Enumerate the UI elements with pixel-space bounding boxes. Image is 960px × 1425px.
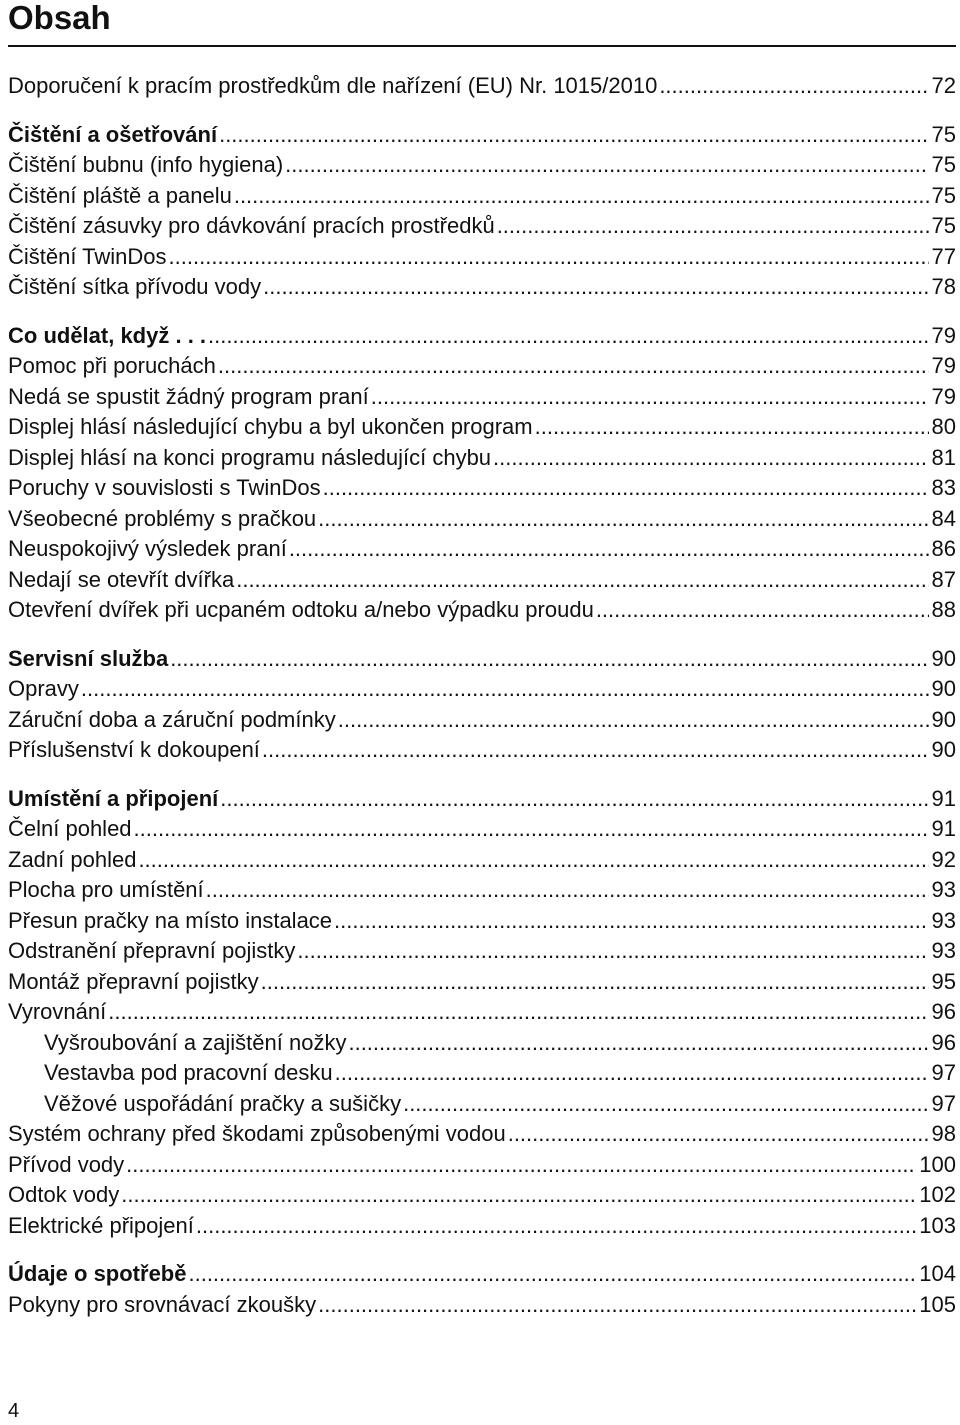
toc-entry-page: 103: [919, 1212, 956, 1238]
toc-entry-page: 96: [931, 999, 956, 1024]
toc-entry-title: Přesun pračky na místo instalace: [8, 907, 333, 933]
toc-entry-title: Co udělat, když . . .: [8, 322, 207, 348]
toc-entry[interactable]: [8, 71, 956, 102]
dot-leader: [371, 382, 929, 413]
toc-entry-page: 79: [931, 322, 956, 348]
toc-entry[interactable]: [8, 1150, 956, 1181]
dot-leader: [261, 967, 929, 998]
toc-entry-page: 79: [931, 383, 956, 409]
toc-entry-page: 90: [931, 645, 956, 671]
toc-entry-page: 93: [931, 877, 956, 902]
dot-leader: [196, 1211, 916, 1242]
dot-leader: [188, 1259, 916, 1290]
toc-entry-page: 92: [931, 846, 956, 872]
toc-entry-page: 75: [931, 152, 956, 177]
toc-entry-page: 97: [931, 1090, 956, 1116]
dot-leader: [318, 504, 928, 535]
toc-entry[interactable]: [8, 473, 956, 504]
toc-entry-title: Pokyny pro srovnávací zkoušky: [8, 1291, 317, 1317]
toc-group: [8, 321, 956, 626]
toc-entry[interactable]: [8, 997, 956, 1028]
dot-leader: [262, 735, 929, 766]
toc-entry-page: 78: [931, 274, 956, 299]
toc-entry-title: Věžové uspořádání pračky a sušičky: [44, 1090, 402, 1116]
toc-entry-page: 88: [931, 597, 956, 622]
toc-entry-title: Odtok vody: [8, 1182, 120, 1207]
page-title: Obsah: [8, 0, 111, 36]
toc-entry-title: Čištění a ošetřování: [8, 121, 218, 147]
toc-entry-page: 83: [931, 475, 956, 500]
dot-leader: [170, 644, 928, 675]
dot-leader: [335, 1058, 929, 1089]
toc-group: [8, 120, 956, 303]
toc-entry-page: 87: [931, 566, 956, 592]
toc-entry-page: 98: [931, 1121, 956, 1146]
toc-entry-title: Poruchy v souvislosti s TwinDos: [8, 475, 321, 500]
toc-entry-page: 91: [931, 816, 956, 841]
toc-entry[interactable]: [8, 242, 956, 273]
toc-entry-title: Nedají se otevřít dvířka: [8, 566, 235, 592]
toc-section-heading[interactable]: [8, 321, 956, 352]
toc-entry[interactable]: [8, 150, 956, 181]
toc-entry[interactable]: [8, 674, 956, 705]
toc-entry-page: 104: [919, 1261, 956, 1286]
title-rule: [8, 45, 956, 47]
dot-leader: [263, 272, 928, 303]
toc-entry[interactable]: [8, 814, 956, 845]
toc-entry-title: Vyrovnání: [8, 999, 107, 1024]
toc-entry-page: 79: [931, 353, 956, 378]
toc-entry-title: Vestavba pod pracovní desku: [44, 1060, 333, 1085]
dot-leader: [126, 1150, 916, 1181]
toc-entry[interactable]: [8, 1119, 956, 1150]
toc-entry[interactable]: [8, 443, 956, 474]
toc-entry-title: Elektrické připojení: [8, 1212, 194, 1238]
dot-leader: [596, 595, 929, 626]
toc-entry-page: 77: [931, 243, 956, 269]
dot-leader: [348, 1028, 928, 1059]
toc-group: [8, 784, 956, 1242]
dot-leader: [338, 705, 929, 736]
toc-entry-page: 95: [931, 968, 956, 994]
dot-leader: [659, 71, 928, 102]
dot-leader: [121, 1180, 916, 1211]
dot-leader: [535, 412, 929, 443]
toc-group: [8, 644, 956, 766]
toc-entry-page: 72: [931, 73, 956, 98]
toc-entry-title: Odstranění přepravní pojistky: [8, 938, 296, 963]
toc-entry-title: Záruční doba a záruční podmínky: [8, 706, 336, 732]
toc-entry-title: Servisní služba: [8, 645, 169, 671]
dot-leader: [134, 814, 929, 845]
toc-entry-page: 93: [931, 907, 956, 933]
toc-entry-title: Čištění zásuvky pro dávkování pracích prostředků: [8, 213, 495, 238]
toc-entry-page: 90: [931, 737, 956, 762]
dot-leader: [108, 997, 928, 1028]
toc-entry-page: 93: [931, 938, 956, 963]
page-number: 4: [8, 1400, 20, 1422]
dot-leader: [138, 845, 928, 876]
toc-entry[interactable]: [8, 565, 956, 596]
dot-leader: [219, 120, 928, 151]
dot-leader: [220, 784, 928, 815]
toc-entry-title: Montáž přepravní pojistky: [8, 968, 259, 994]
toc-entry[interactable]: [8, 1211, 956, 1242]
toc-entry[interactable]: [8, 504, 956, 535]
dot-leader: [334, 906, 928, 937]
toc-entry-title: Čištění TwinDos: [8, 243, 167, 269]
toc-entry[interactable]: [8, 351, 956, 382]
toc-entry[interactable]: [8, 1180, 956, 1211]
dot-leader: [493, 443, 928, 474]
toc-entry-title: Čištění sítka přívodu vody: [8, 274, 262, 299]
toc-entry-title: Opravy: [8, 676, 79, 701]
toc-entry-page: 81: [931, 444, 956, 470]
toc-entry-page: 75: [931, 121, 956, 147]
dot-leader: [218, 351, 929, 382]
toc-entry[interactable]: [8, 936, 956, 967]
toc-entry-page: 102: [919, 1182, 956, 1207]
toc-entry-title: Čištění pláště a panelu: [8, 182, 232, 208]
toc-entry-title: Pomoc při poruchách: [8, 353, 216, 378]
dot-leader: [297, 936, 928, 967]
toc-entry[interactable]: [8, 181, 956, 212]
dot-leader: [81, 674, 929, 705]
toc-entry[interactable]: [8, 534, 956, 565]
toc-entry-page: 90: [931, 706, 956, 732]
dot-leader: [285, 150, 928, 181]
toc-entry[interactable]: [8, 272, 956, 303]
toc-entry-title: Všeobecné problémy s pračkou: [8, 505, 317, 531]
toc-section-heading[interactable]: [8, 644, 956, 675]
table-of-contents: [8, 71, 956, 1338]
toc-entry-title: Otevření dvířek při ucpaném odtoku a/nebo výpadku proudu: [8, 597, 594, 622]
toc-entry-title: Systém ochrany před škodami způsobenými vodou: [8, 1121, 506, 1146]
toc-entry[interactable]: [8, 595, 956, 626]
toc-entry[interactable]: [8, 382, 956, 413]
toc-entry[interactable]: [8, 845, 956, 876]
toc-entry[interactable]: [8, 211, 956, 242]
toc-subentry[interactable]: [8, 1028, 956, 1059]
toc-entry-title: Čelní pohled: [8, 816, 132, 841]
toc-entry[interactable]: [8, 412, 956, 443]
toc-entry-page: 91: [931, 785, 956, 811]
toc-entry-title: Přívod vody: [8, 1151, 125, 1177]
toc-section-heading[interactable]: [8, 784, 956, 815]
toc-group: [8, 71, 956, 102]
toc-entry-page: 75: [931, 213, 956, 238]
toc-entry[interactable]: [8, 1290, 956, 1321]
dot-leader: [289, 534, 929, 565]
toc-entry-page: 100: [919, 1151, 956, 1177]
toc-entry-page: 90: [931, 676, 956, 701]
toc-subentry[interactable]: [8, 1058, 956, 1089]
toc-entry[interactable]: [8, 875, 956, 906]
toc-section-heading[interactable]: [8, 120, 956, 151]
dot-leader: [318, 1290, 916, 1321]
dot-leader: [508, 1119, 929, 1150]
dot-leader: [236, 565, 928, 596]
toc-entry-page: 75: [931, 182, 956, 208]
toc-entry[interactable]: [8, 906, 956, 937]
toc-entry-title: Čištění bubnu (info hygiena): [8, 152, 284, 177]
toc-entry-title: Vyšroubování a zajištění nožky: [44, 1029, 347, 1055]
toc-entry-title: Údaje o spotřebě: [8, 1261, 187, 1286]
toc-entry-title: Doporučení k pracím prostředkům dle nařízení (EU) Nr. 1015/2010: [8, 73, 658, 98]
dot-leader: [323, 473, 929, 504]
toc-entry-title: Umístění a připojení: [8, 785, 219, 811]
toc-entry[interactable]: [8, 705, 956, 736]
dot-leader: [169, 242, 929, 273]
dot-leader: [208, 321, 928, 352]
toc-entry-title: Nedá se spustit žádný program praní: [8, 383, 369, 409]
toc-entry-title: Příslušenství k dokoupení: [8, 737, 260, 762]
dot-leader: [206, 875, 929, 906]
toc-entry-page: 96: [931, 1029, 956, 1055]
toc-entry-title: Displej hlásí na konci programu následující chybu: [8, 444, 492, 470]
toc-entry-page: 97: [931, 1060, 956, 1085]
dot-leader: [234, 181, 929, 212]
toc-group: [8, 1259, 956, 1320]
toc-entry-page: 105: [919, 1291, 956, 1317]
toc-section-heading[interactable]: [8, 1259, 956, 1290]
toc-entry-page: 84: [931, 505, 956, 531]
toc-entry-title: Zadní pohled: [8, 846, 137, 872]
dot-leader: [403, 1089, 928, 1120]
toc-entry-title: Neuspokojivý výsledek praní: [8, 536, 287, 561]
toc-entry-page: 80: [931, 414, 956, 439]
toc-subentry[interactable]: [8, 1089, 956, 1120]
toc-entry[interactable]: [8, 735, 956, 766]
toc-entry[interactable]: [8, 967, 956, 998]
toc-entry-title: Displej hlásí následující chybu a byl ukončen program: [8, 414, 533, 439]
toc-entry-title: Plocha pro umístění: [8, 877, 204, 902]
toc-entry-page: 86: [931, 536, 956, 561]
dot-leader: [497, 211, 929, 242]
